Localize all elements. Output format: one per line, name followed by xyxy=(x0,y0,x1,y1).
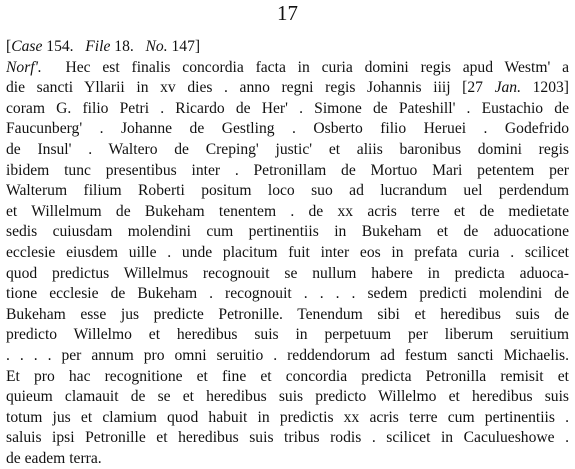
text-line: coram G. filio Petri . Ricardo de Her' . Simone de Pateshill' . Eustachio de xyxy=(6,99,569,117)
text-line: ibidem tunc presentibus inter . Petronillam de Mortuo Mari petentem per xyxy=(6,161,569,179)
text-line: et Willelmum de Bukeham tenentem . de xx acris terre et de medietate xyxy=(6,202,569,220)
number-label: No. xyxy=(145,38,168,55)
text-line: ecclesie eiusdem uille . unde placitum fuit inter eos in prefata curia . scilicet xyxy=(6,243,569,261)
text-line: quod predictus Willelmus recognouit se nullum habere in predicta aduoca- xyxy=(6,264,569,282)
text-line: die sancti Yllarii in xv dies . anno regni regis Johannis iiij [27 Jan. 1203] xyxy=(6,79,569,97)
county-label: Norf'. xyxy=(6,58,42,76)
text-line: de Insul' . Waltero de Creping' justic' et aliis baronibus domini regis xyxy=(6,140,569,158)
text-line: [Case 154. File 18. No. 147] xyxy=(6,38,201,55)
file-label: File xyxy=(85,38,111,55)
text-line: sedis cuiusdam molendini cum pertinentiis in Bukeham et de aduocatione xyxy=(6,223,569,241)
text-line: Et pro hac recognitione et fine et concordia predicta Petronilla remisit et xyxy=(6,367,569,385)
text-line: predicto Willelmo et heredibus suis in perpetuum per liberum seruitium xyxy=(6,326,569,344)
text-line: saluis ipsi Petronille et heredibus suis tribus rodis . scilicet in Caculueshowe . xyxy=(6,429,569,447)
text-line: quieum clamauit de se et heredibus suis predicto Willelmo et heredibus suis xyxy=(6,388,569,406)
text-line: tione ecclesie de Bukeham . recognouit . . . . sedem predicti molendini de xyxy=(6,285,569,303)
text-line: de eadem terra. xyxy=(6,449,102,467)
text-line: Faucunberg' . Johanne de Gestling . Osberto filio Heruei . Godefrido xyxy=(6,120,569,138)
page-number: 17 xyxy=(277,1,298,25)
text-line: totum jus et clamium quod habuit in predictis xx acris terre cum pertinentiis . xyxy=(6,408,569,426)
text-line: Norf'. Hec est finalis concordia facta in curia domini regis apud Westm' a xyxy=(6,58,569,76)
charter-text xyxy=(6,37,569,469)
text-line: . . . . per annum pro omni seruitio . reddendorum ad festum sancti Michaelis. xyxy=(6,346,569,364)
case-label: Case xyxy=(11,38,43,55)
date-month: Jan. xyxy=(494,79,521,97)
text-line: Bukeham esse jus predicte Petronille. Tenendum sibi et heredibus suis de xyxy=(6,305,569,323)
text-line: Walterum filium Roberti positum loco suo ad lucrandum uel perdendum xyxy=(6,182,569,200)
